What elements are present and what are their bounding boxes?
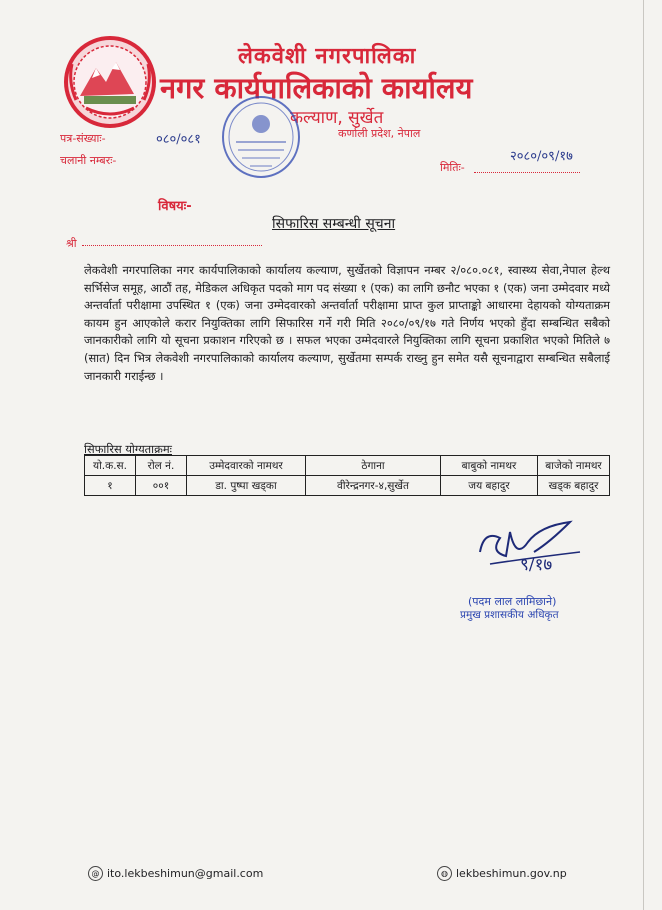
date-line [474,172,580,173]
cell-grandfather-name: खड्क बहादुर [538,476,610,496]
footer-website [437,866,567,881]
signature-date: ९/१७ [520,555,553,575]
col-serial: यो.क.स. [85,456,136,476]
signatory-title-stamp: प्रमुख प्रशासकीय अधिकृत [460,609,559,621]
cell-candidate-name: डा. पुष्पा खड्का [187,476,306,496]
website-text: lekbeshimun.gov.np [456,867,567,880]
cell-roll-no: ००१ [136,476,187,496]
cell-father-name: जय बहादुर [441,476,538,496]
addressee-label: श्री [66,237,77,250]
globe-icon: ◍ [437,866,452,881]
cell-serial: १ [85,476,136,496]
col-grandfather-name: बाजेको नामथर [538,456,610,476]
municipality-name: लेकवेशी नगरपालिका [238,44,417,69]
rank-label: सिफारिस योग्यताक्रमः [84,442,172,456]
col-address: ठेगाना [306,456,441,476]
office-seal [218,92,304,182]
addressee-line [82,245,262,246]
ranking-table [84,455,610,496]
letter-no-value: ०८०/०८१ [156,132,201,147]
dispatch-no-label: चलानी नम्बरः- [60,154,117,167]
office-province: कर्णाली प्रदेश, नेपाल [338,127,421,140]
table-header-row [85,456,610,476]
letter-no-label: पत्र-संख्याः- [60,132,106,145]
col-candidate-name: उम्मेदवारको नामथर [187,456,306,476]
office-name: नगर कार्यपालिकाको कार्यालय [160,71,473,105]
municipality-emblem [62,34,158,130]
date-label: मितिः- [440,161,465,174]
email-text: ito.lekbeshimun@gmail.com [107,867,264,880]
signatory-name-stamp: (पदम लाल लामिछाने) [468,595,557,608]
notice-body: लेकवेशी नगरपालिका नगर कार्यपालिकाको कार्यालय कल्याण, सुर्खेतको विज्ञापन नम्बर २/०८०.०८१, स्वास्थ्य सेवा,नेपाल हेल्थ सर्भिसेज समूह, आठौं तह, मेडिकल अधिकृत पदको माग पद संख्या १ (एक) का लागि छनौट भएका १ (एक) जना उम्मेदवार मध्ये अन्तर्वार्ता परीक्षामा उपस्थित १ (एक) जना उम्मेदवारको अन्तर्वार्ता परीक्षामा प्राप्त कुल प्राप्ताङ्को आधारमा देहायको योग्यताक्रम कायम हुन आएकोले करार नियुक्तिका लागि सिफारिस गर्ने गरी मिति २०८०/०९/१७ गते निर्णय भएको हुँदा सम्बन्धित सबैको जानकारीको लागि यो सूचना प्रकाशन गरिएको छ । सफल भएका उम्मेदवारले नियुक्तिका लागि सूचना प्रकाशित भएको मितिले ७ (सात) दिन भित्र लेकवेशी नगरपालिकाको कार्यालय कल्याण, सुर्खेतमा सम्पर्क राख्नु हुन समेत यसै सूचनाद्वारा सम्बन्धित सबैलाई जानकारी गराईन्छ । [84,263,610,383]
col-roll-no: रोल नं. [136,456,187,476]
table-row [85,476,610,496]
office-location: कल्याण, सुर्खेत [290,108,384,128]
subject-label: विषयः- [158,199,192,214]
footer-email [88,866,263,881]
date-value: २०८०/०९/१७ [510,149,573,164]
col-father-name: बाबुको नामथर [441,456,538,476]
notice-title: सिफारिस सम्बन्धी सूचना [272,216,396,232]
email-icon: @ [88,866,103,881]
page-edge-shadow [643,0,644,910]
cell-address: वीरेन्द्रनगर-४,सुर्खेत [306,476,441,496]
